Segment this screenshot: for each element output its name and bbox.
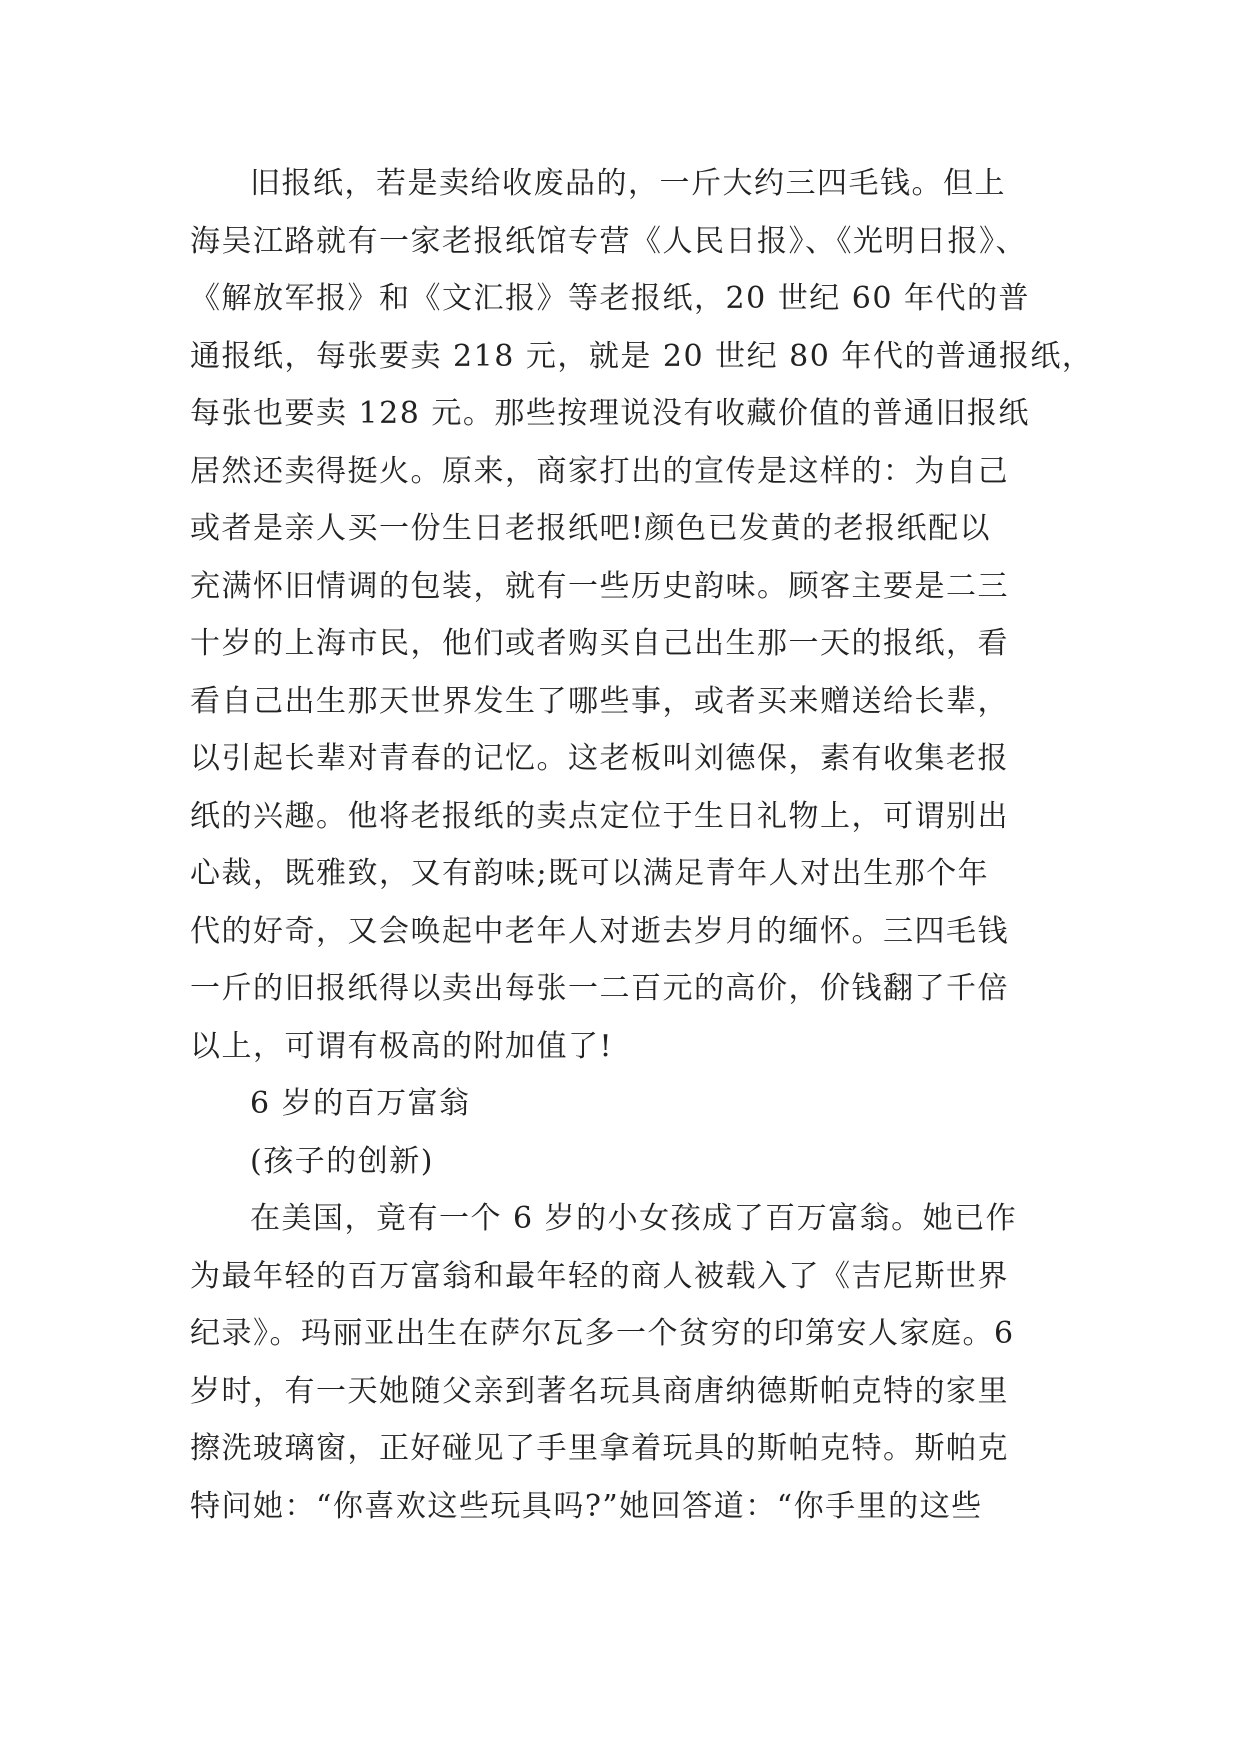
text-line: 充满怀旧情调的包装，就有一些历史韵味。顾客主要是二三 [190, 568, 1009, 604]
text-line: 为最年轻的百万富翁和最年轻的商人被载入了《吉尼斯世界 [190, 1258, 1009, 1294]
text-line: 一斤的旧报纸得以卖出每张一二百元的高价，价钱翻了千倍 [190, 971, 1009, 1006]
text-line: 擦洗玻璃窗，正好碰见了手里拿着玩具的斯帕克特。斯帕克 [190, 1431, 1009, 1466]
text-line: 在美国，竟有一个 6 岁的小女孩成了百万富翁。她已作 [250, 1201, 1018, 1236]
text-line: 通报纸，每张要卖 218 元，就是 20 世纪 80 年代的普通报纸， [190, 338, 1094, 374]
text-line: 每张也要卖 128 元。那些按理说没有收藏价值的普通旧报纸 [190, 396, 1030, 431]
text-line: 旧报纸，若是卖给收废品的，一斤大约三四毛钱。但上 [250, 166, 1006, 201]
text-line: 以引起长辈对青春的记忆。这老板叫刘德保，素有收集老报 [190, 741, 1009, 776]
text-line: 以上，可谓有极高的附加值了! [190, 1028, 614, 1064]
text-line: 纪录》。玛丽亚出生在萨尔瓦多一个贫穷的印第安人家庭。6 [190, 1316, 1015, 1351]
text-line: 海吴江路就有一家老报纸馆专营《人民日报》、《光明日报》、 [190, 223, 1027, 259]
text-line: 或者是亲人买一份生日老报纸吧!颜色已发黄的老报纸配以 [190, 511, 992, 546]
text-line: 十岁的上海市民，他们或者购买自己出生那一天的报纸，看 [190, 626, 1009, 661]
text-line: 特问她：“你喜欢这些玩具吗?”她回答道：“你手里的这些 [190, 1488, 983, 1524]
text-line: 《解放军报》和《文汇报》等老报纸，20 世纪 60 年代的普 [190, 281, 1030, 316]
text-line: 岁时，有一天她随父亲到著名玩具商唐纳德斯帕克特的家里 [190, 1373, 1009, 1409]
text-line: 代的好奇，又会唤起中老年人对逝去岁月的缅怀。三四毛钱 [190, 913, 1009, 949]
text-line: 居然还卖得挺火。原来，商家打出的宣传是这样的：为自己 [190, 453, 1009, 489]
section-subheading: (孩子的创新) [250, 1143, 434, 1179]
section-heading: 6 岁的百万富翁 [250, 1086, 471, 1121]
text-line: 纸的兴趣。他将老报纸的卖点定位于生日礼物上，可谓别出 [190, 798, 1009, 834]
text-line: 心裁，既雅致，又有韵味;既可以满足青年人对出生那个年 [190, 856, 990, 891]
body-text [190, 155, 1094, 1535]
text-line: 看自己出生那天世界发生了哪些事，或者买来赠送给长辈， [190, 683, 1009, 719]
